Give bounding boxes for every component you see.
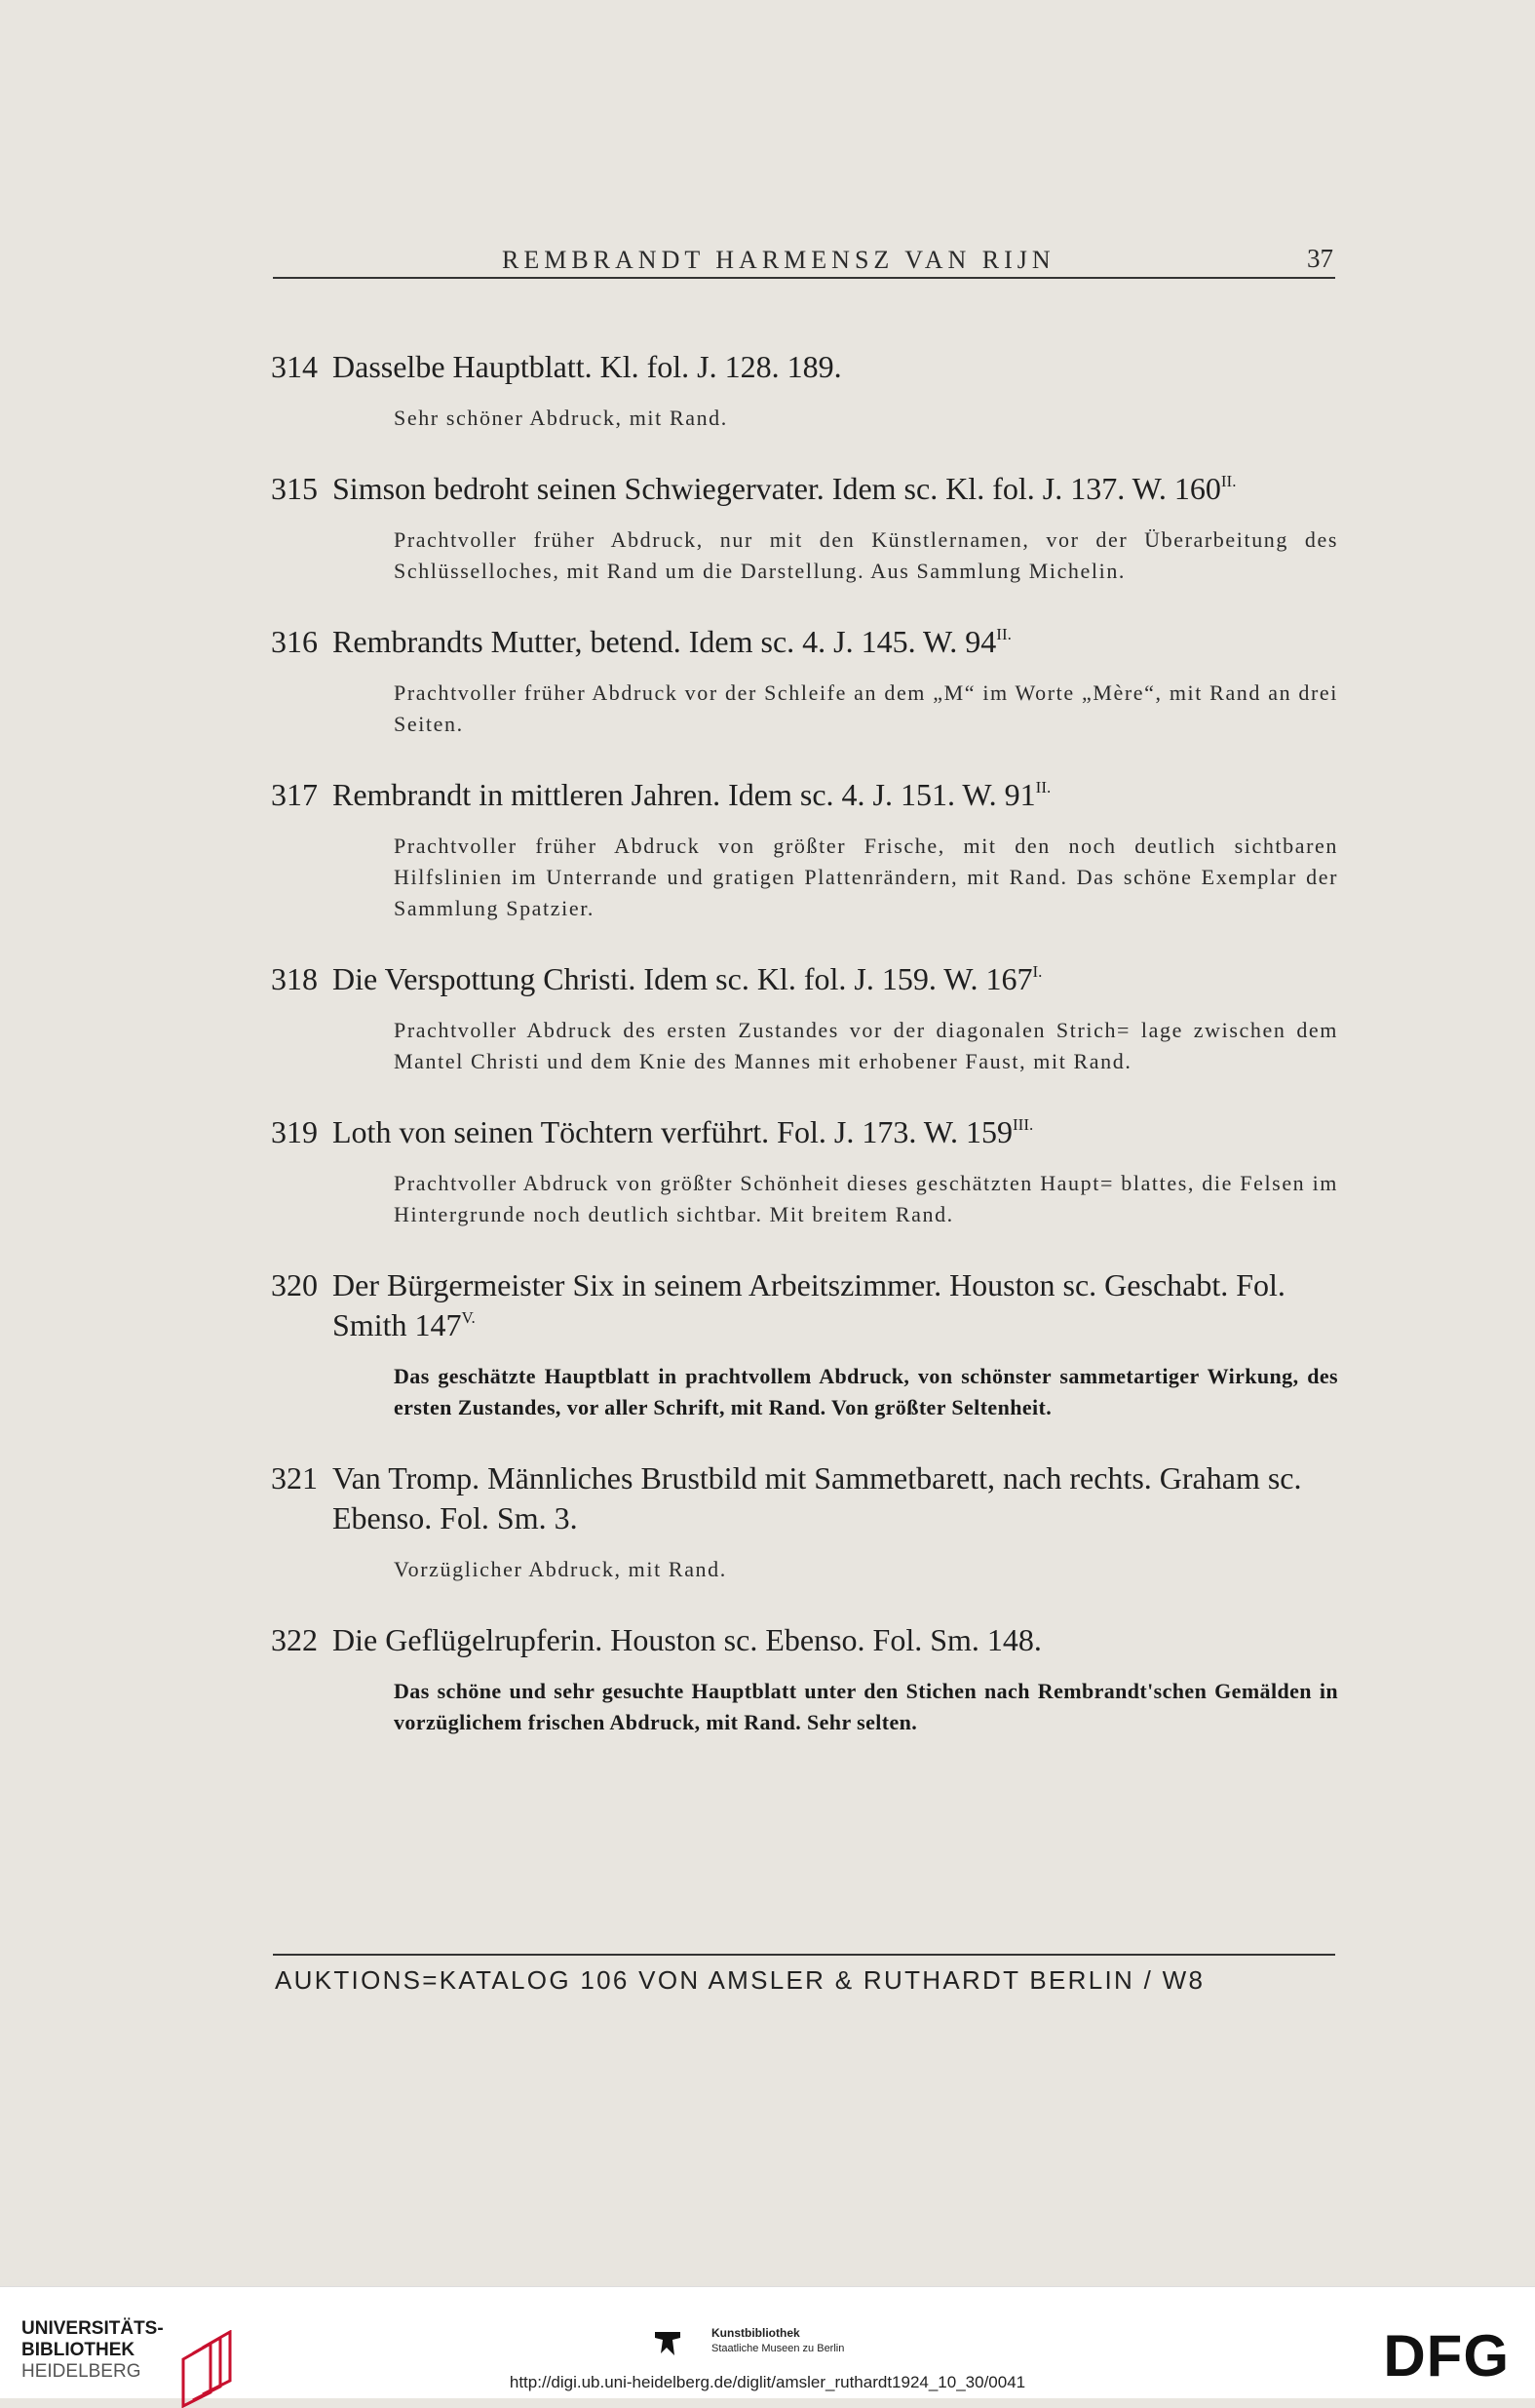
entry-number: 320 [271,1267,318,1302]
entry-number: 314 [271,349,318,384]
ub-line-3: HEIDELBERG [21,2361,141,2382]
entry-state-sup: V. [461,1308,476,1327]
entry-description: Prachtvoller Abdruck des ersten Zustandes vor der diagonalen Strich= lage zwischen dem Mantel Christi und dem Knie des Mannes mit erhobener Faust, mit Rand. [394,1018,1338,1073]
entry-title [332,775,1338,815]
eagle-icon [653,2326,682,2357]
entry-title-line [271,469,1338,509]
entry-title-text: Die Geflügelrupferin. Houston sc. Ebenso. Fol. Sm. 148. [332,1622,1042,1657]
entry-number: 319 [271,1114,318,1149]
dfg-logo[interactable]: DFG [1383,2323,1510,2389]
entry-title-text: Loth von seinen Töchtern verführt. Fol. J. 173. W. 159 [332,1114,1013,1149]
entry-description: Prachtvoller früher Abdruck vor der Schleife an dem „M“ im Worte „Mère“, mit Rand an drei Seiten. [394,680,1338,736]
catalog-entry-318 [271,959,1338,1077]
entry-title [332,1112,1338,1152]
entry-title [332,1620,1338,1660]
entry-description: Sehr schöner Abdruck, mit Rand. [394,406,728,430]
catalog-entries [271,347,1338,1773]
catalog-entry-319 [271,1112,1338,1230]
entry-description: Prachtvoller Abdruck von größter Schönheit dieses geschätzten Haupt= blattes, die Felsen im Hintergrunde noch deutlich sichtbar. Mit breitem Rand. [394,1171,1338,1226]
kunstbibliothek-text [711,2326,926,2356]
catalog-entry-316 [271,622,1338,740]
catalog-entry-314 [271,347,1338,434]
entry-title [332,1458,1338,1538]
entry-number: 322 [271,1622,318,1657]
catalog-entry-321 [271,1458,1338,1585]
entry-description: Das geschätzte Hauptblatt in prachtvollem Abdruck, von schönster sammetartiger Wirkung, des ersten Zustandes, vor aller Schrift, mit Rand. Von größter Seltenheit. [394,1364,1338,1419]
entry-description: Das schöne und sehr gesuchte Hauptblatt unter den Stichen nach Rembrandt'schen Gemälden in vorzüglichem frischen Abdruck, mit Rand. Sehr selten. [394,1679,1338,1734]
entry-state-sup: II. [1220,472,1237,490]
entry-title-text: Der Bürgermeister Six in seinem Arbeitszimmer. Houston sc. Geschabt. Fol. Smith 147 [332,1267,1286,1342]
entry-number: 317 [271,777,318,812]
ub-line-1: UNIVERSITÄTS- [21,2318,164,2339]
ub-book-icon [175,2330,234,2408]
entry-title-line [271,959,1338,999]
kb-name: Kunstbibliothek [711,2326,800,2340]
catalog-entry-320 [271,1265,1338,1423]
entry-title-line [271,622,1338,662]
entry-title-text: Die Verspottung Christi. Idem sc. Kl. fol. J. 159. W. 167 [332,961,1033,996]
entry-title-line [271,347,1338,387]
catalog-footer: AUKTIONS=KATALOG 106 VON AMSLER & RUTHARDT BERLIN / W8 [275,1965,1206,1995]
page-number: 37 [1307,244,1333,273]
running-title: REMBRANDT HARMENSZ VAN RIJN [502,246,1055,274]
entry-title-line [271,1458,1338,1538]
entry-number: 318 [271,961,318,996]
entry-description: Prachtvoller früher Abdruck von größter Frische, mit den noch deutlich sichtbaren Hilfslinien im Unterrande und gratigen Plattenrändern, mit Rand. Das schöne Exemplar der Sammlung Spatzier. [394,834,1338,920]
entry-state-sup: I. [1032,962,1043,981]
entry-description: Vorzüglicher Abdruck, mit Rand. [394,1557,727,1581]
entry-title [332,959,1338,999]
entry-title-line [271,1265,1338,1345]
entry-number: 321 [271,1460,318,1495]
entry-title-text: Dasselbe Hauptblatt. Kl. fol. J. 128. 189. [332,349,842,384]
entry-title-text: Simson bedroht seinen Schwiegervater. Idem sc. Kl. fol. J. 137. W. 160 [332,471,1221,506]
entry-title-line [271,1112,1338,1152]
entry-title-line [271,775,1338,815]
entry-title [332,1265,1338,1345]
catalog-entry-322 [271,1620,1338,1738]
entry-description: Prachtvoller früher Abdruck, nur mit den Künstlernamen, vor der Überarbeitung des Schlüsselloches, mit Rand um die Darstellung. Aus Sammlung Michelin. [394,527,1338,583]
entry-state-sup: II. [1035,778,1052,796]
entry-number: 315 [271,471,318,506]
entry-title [332,469,1338,509]
entry-title-text: Rembrandt in mittleren Jahren. Idem sc. 4. J. 151. W. 91 [332,777,1036,812]
entry-title-text: Van Tromp. Männliches Brustbild mit Sammetbarett, nach rechts. Graham sc. Ebenso. Fol. Sm. 3. [332,1460,1302,1535]
kb-sub: Staatliche Museen zu Berlin [711,2343,845,2354]
entry-state-sup: II. [996,625,1012,643]
footer-rule [273,1954,1335,1956]
source-url[interactable]: http://digi.ub.uni-heidelberg.de/diglit/amsler_ruthardt1924_10_30/0041 [509,2373,1026,2391]
catalog-entry-315 [271,469,1338,587]
entry-number: 316 [271,624,318,659]
entry-title [332,622,1338,662]
entry-title [332,347,1338,387]
entry-state-sup: III. [1013,1115,1034,1134]
entry-title-text: Rembrandts Mutter, betend. Idem sc. 4. J. 145. W. 94 [332,624,997,659]
ub-line-2: BIBLIOTHEK [21,2340,135,2360]
running-head [273,242,1335,279]
entry-title-line [271,1620,1338,1660]
catalog-entry-317 [271,775,1338,924]
